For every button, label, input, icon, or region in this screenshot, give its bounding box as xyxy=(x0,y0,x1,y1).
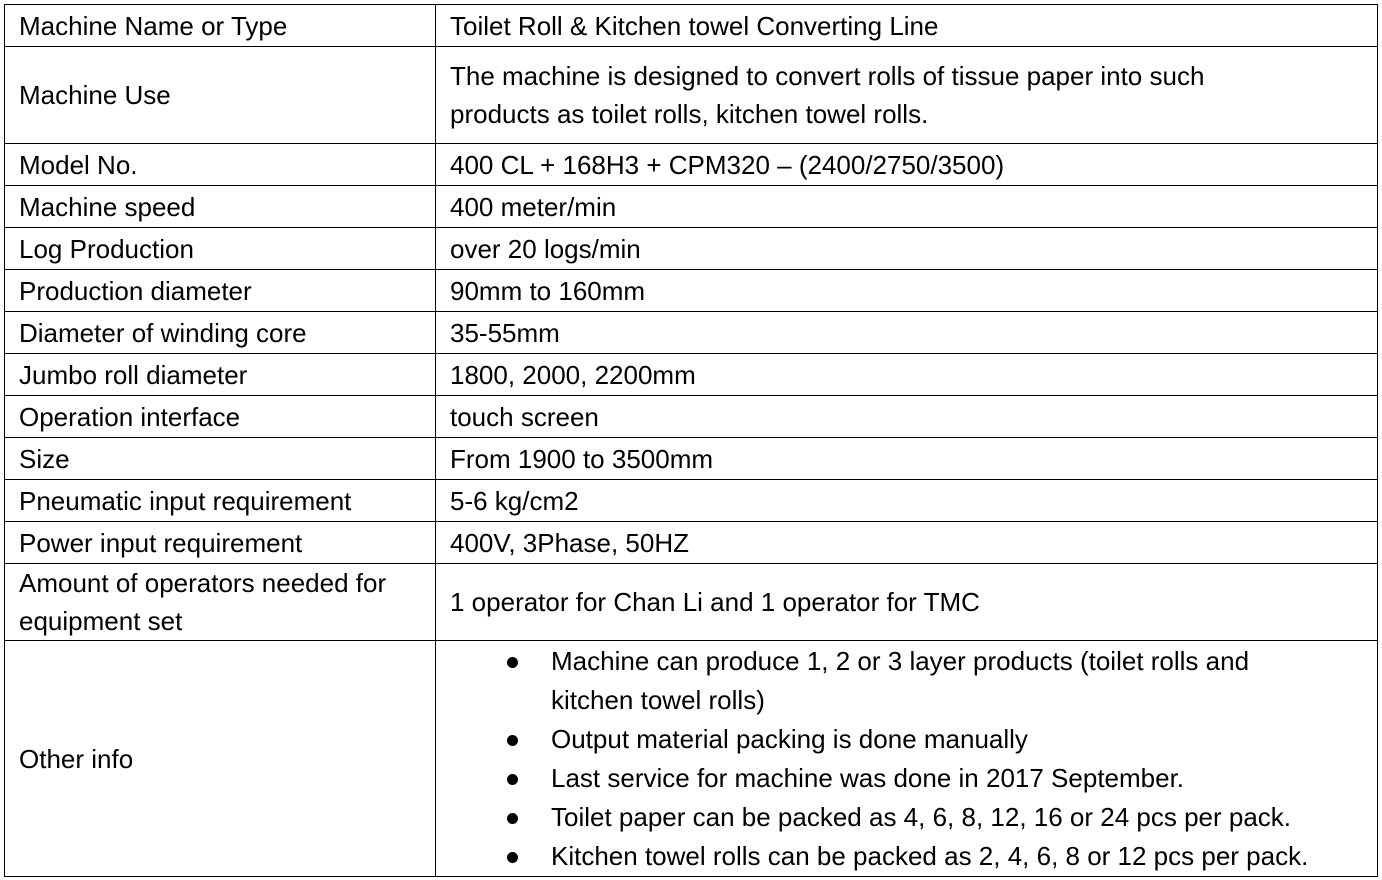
table-row xyxy=(5,228,1378,270)
row-value: 400V, 3Phase, 50HZ xyxy=(436,522,1378,564)
row-value: 35-55mm xyxy=(436,312,1378,354)
row-label: Machine Name or Type xyxy=(5,5,436,47)
row-label: Size xyxy=(5,438,436,480)
row-label: Log Production xyxy=(5,228,436,270)
table-row xyxy=(5,480,1378,522)
table-row xyxy=(5,47,1378,144)
table-row xyxy=(5,564,1378,641)
row-value: 400 meter/min xyxy=(436,186,1378,228)
table-row xyxy=(5,396,1378,438)
list-item: Output material packing is done manually xyxy=(450,720,1377,759)
table-row xyxy=(5,522,1378,564)
row-label: Diameter of winding core xyxy=(5,312,436,354)
row-value: Toilet Roll & Kitchen towel Converting Line xyxy=(436,5,1378,47)
table-row xyxy=(5,354,1378,396)
table-row xyxy=(5,144,1378,186)
machine-spec-table xyxy=(4,4,1378,877)
row-label: Jumbo roll diameter xyxy=(5,354,436,396)
table-row xyxy=(5,270,1378,312)
row-value: From 1900 to 3500mm xyxy=(436,438,1378,480)
row-label: Amount of operators needed for equipment set xyxy=(5,564,436,641)
other-info-cell xyxy=(436,641,1378,877)
row-label: Other info xyxy=(5,641,436,877)
row-value: 1 operator for Chan Li and 1 operator for TMC xyxy=(436,564,1378,641)
row-value: The machine is designed to convert rolls of tissue paper into such products as toilet rolls, kitchen towel rolls. xyxy=(436,47,1378,144)
row-value: touch screen xyxy=(436,396,1378,438)
row-value: 1800, 2000, 2200mm xyxy=(436,354,1378,396)
list-item: Toilet paper can be packed as 4, 6, 8, 12, 16 or 24 pcs per pack. xyxy=(450,798,1377,837)
row-label: Pneumatic input requirement xyxy=(5,480,436,522)
row-value: 400 CL + 168H3 + CPM320 – (2400/2750/3500) xyxy=(436,144,1378,186)
row-label: Machine Use xyxy=(5,47,436,144)
list-item: Machine can produce 1, 2 or 3 layer products (toilet rolls and kitchen towel rolls) xyxy=(450,642,1377,720)
row-label: Power input requirement xyxy=(5,522,436,564)
table-row xyxy=(5,312,1378,354)
list-item: Last service for machine was done in 2017 September. xyxy=(450,759,1377,798)
row-label: Machine speed xyxy=(5,186,436,228)
row-label: Production diameter xyxy=(5,270,436,312)
row-value: 5-6 kg/cm2 xyxy=(436,480,1378,522)
list-item: Kitchen towel rolls can be packed as 2, 4, 6, 8 or 12 pcs per pack. xyxy=(450,837,1377,876)
row-value: 90mm to 160mm xyxy=(436,270,1378,312)
other-info-row xyxy=(5,641,1378,877)
row-value: over 20 logs/min xyxy=(436,228,1378,270)
table-row xyxy=(5,186,1378,228)
table-row xyxy=(5,5,1378,47)
row-label: Model No. xyxy=(5,144,436,186)
other-info-list xyxy=(450,642,1377,876)
table-row xyxy=(5,438,1378,480)
row-label: Operation interface xyxy=(5,396,436,438)
